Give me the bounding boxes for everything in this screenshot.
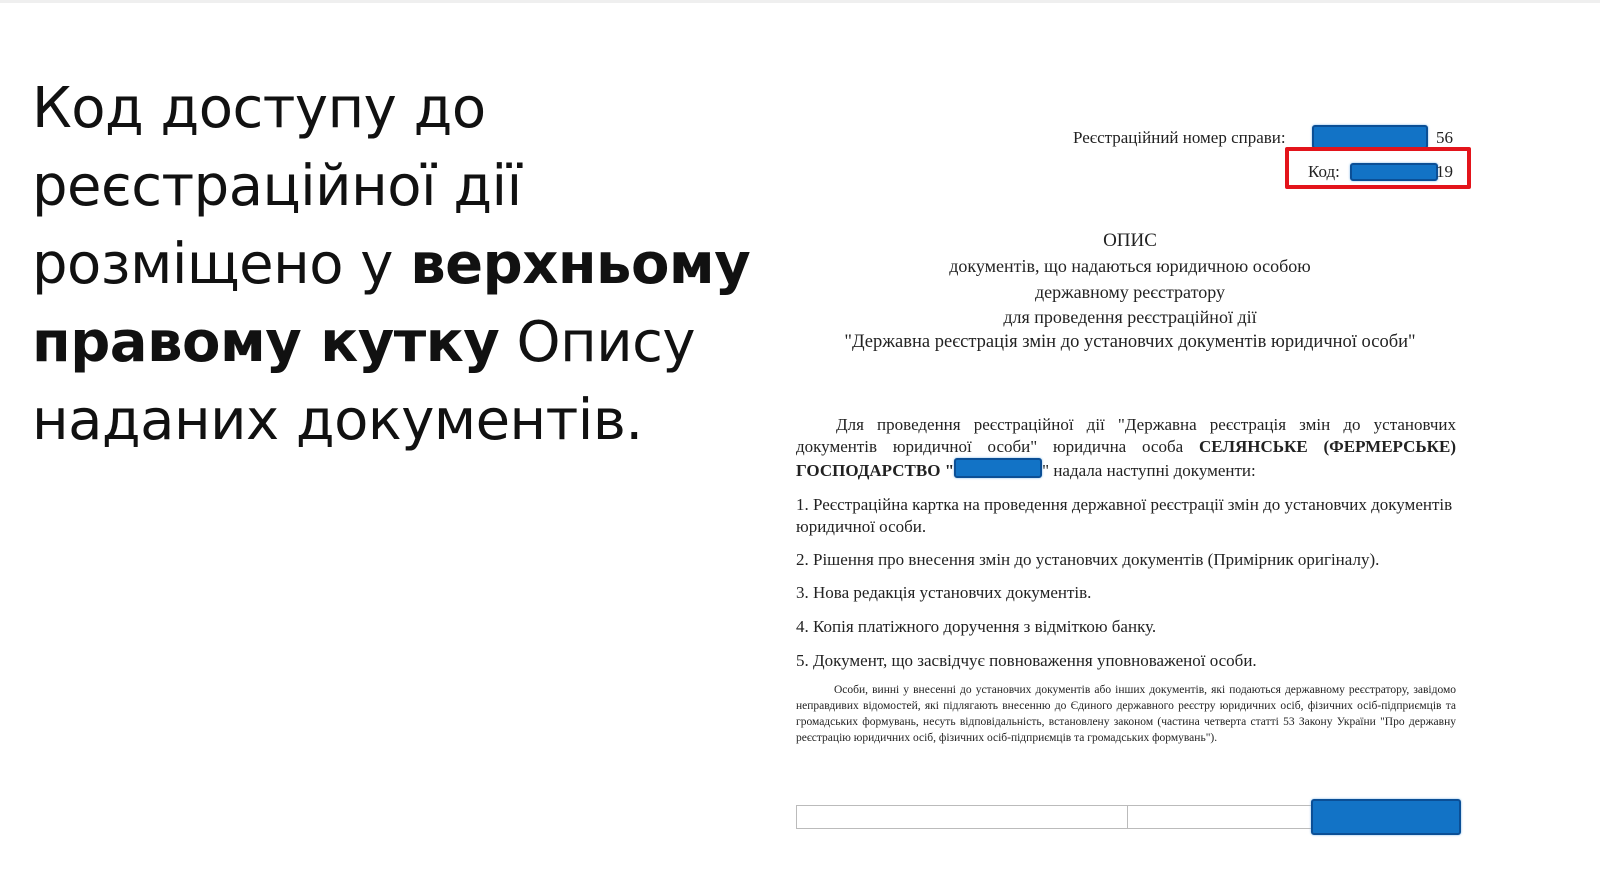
headline-line-1: Код доступу до: [32, 76, 486, 141]
list-item: 2. Рішення про внесення змін до установчих документів (Примірник оригіналу).: [796, 550, 1380, 569]
signature-divider: [1127, 806, 1128, 828]
document-subtitle: документів, що надаються юридичною особою: [949, 256, 1311, 276]
headline-line-3: [32, 226, 752, 304]
document-title: ОПИС: [1103, 230, 1157, 251]
access-code-label: Код:: [1308, 162, 1340, 181]
headline-line-2: реєстраційної дії: [32, 154, 522, 219]
intro-paragraph: [796, 414, 1456, 482]
headline-emphasis: верхньому: [410, 232, 751, 297]
headline-emphasis: правому кутку: [32, 310, 500, 375]
headline-line-5: наданих документів.: [32, 388, 643, 453]
registration-number-suffix: 56: [1436, 128, 1453, 147]
access-code-suffix: 19: [1436, 162, 1453, 181]
headline-text: розміщено у: [32, 232, 411, 297]
redacted-signature: [1311, 799, 1461, 835]
list-item: 1. Реєстраційна картка на проведення державної реєстрації змін до установчих документів юридичної особи.: [796, 495, 1453, 536]
redacted-entity-name: [954, 458, 1042, 478]
intro-text: Для проведення реєстраційної дії "Державна реєстрація змін до установчих документів юридичної особи" юридична особа: [796, 415, 1456, 456]
document-subtitle: для проведення реєстраційної дії: [1003, 307, 1257, 327]
document-subtitle: державному реєстратору: [1035, 282, 1225, 302]
redacted-registration-number: [1312, 125, 1428, 149]
list-item: 3. Нова редакція установчих документів.: [796, 583, 1092, 602]
entity-name: СЕЛЯНСЬКЕ (ФЕРМЕРСЬКЕ) ГОСПОДАРСТВО ": [796, 437, 1456, 480]
headline-line-4: [32, 304, 752, 382]
registration-number-label: Реєстраційний номер справи:: [1073, 128, 1286, 147]
slide-headline: [32, 70, 752, 460]
intro-text: " надала наступні документи:: [1042, 461, 1256, 480]
list-item: 4. Копія платіжного доручення з відміткою банку.: [796, 617, 1157, 636]
document-scan: [780, 110, 1480, 869]
document-subtitle: "Державна реєстрація змін до установчих документів юридичної особи": [844, 332, 1416, 352]
legal-notice: Особи, винні у внесенні до установчих документів або інших документів, які подаються державному реєстратору, завідомо неправдивих відомостей, які підлягають внесенню до Єдиного державного реєстру юридичних осіб, фізичних осіб-підприємців та громадських формувань, несуть відповідальність, встановлену законом (частина четверта статті 53 Закону України "Про державну реєстрацію юридичних осіб, фізичних осіб-підприємців та громадських формувань").: [796, 684, 1456, 744]
redacted-access-code: [1350, 163, 1438, 181]
top-divider: [0, 0, 1600, 3]
headline-text: Опису: [499, 310, 696, 375]
list-item: 5. Документ, що засвідчує повноваження уповноваженої особи.: [796, 651, 1257, 670]
